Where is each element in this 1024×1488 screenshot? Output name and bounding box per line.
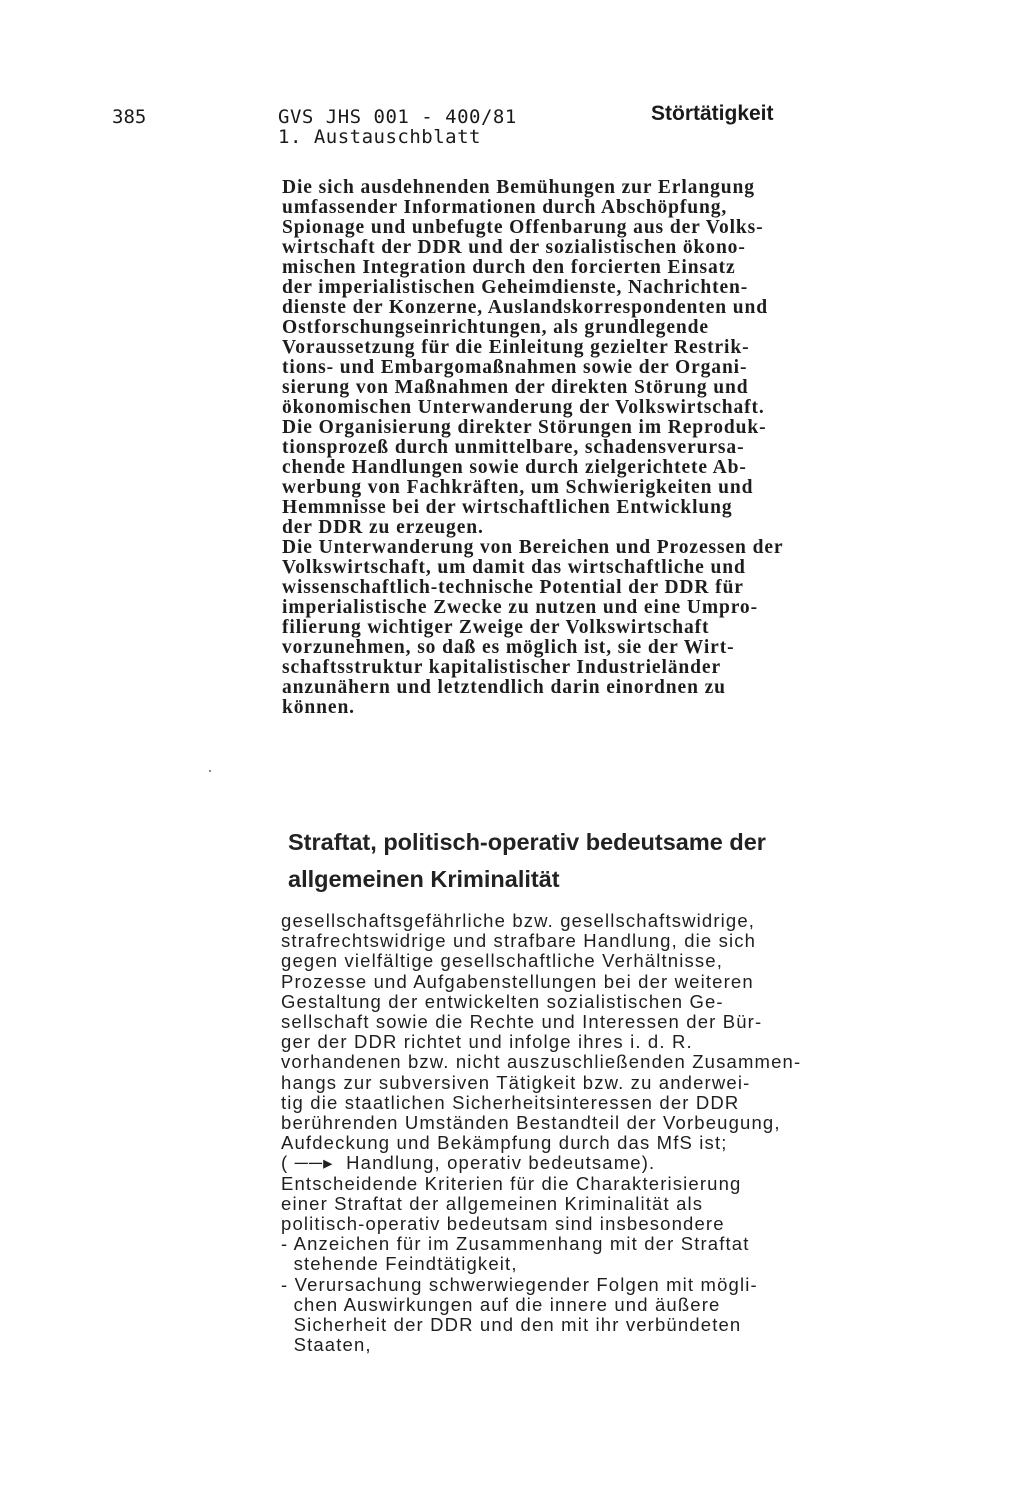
text-line: Volkswirtschaft, um damit das wirtschaftliche und [282,557,746,578]
scan-speck [209,770,211,772]
text-line: Hemmnisse bei der wirtschaftlichen Entwicklung [282,497,733,518]
text-line: Spionage und unbefugte Offenbarung aus der Volks- [282,217,764,238]
text-line: stehende Feindtätigkeit, [281,1253,518,1275]
text-line: vorzunehmen, so daß es möglich ist, sie der Wirt- [282,637,735,658]
text-line: der imperialistischen Geheimdienste, Nachrichten- [282,277,749,298]
text-line: Entscheidende Kriterien für die Charakterisierung [281,1172,742,1194]
text-line: strafrechtswidrige und strafbare Handlung, die sich [281,930,757,952]
text-line: wissenschaftlich-technische Potential der DDR für [282,577,744,598]
text-line: Voraussetzung für die Einleitung gezielter Restrik- [282,337,750,358]
text-line: werbung von Fachkräften, um Schwierigkeiten und [282,477,754,498]
text-line: schaftsstruktur kapitalistischer Industrieländer [282,657,722,678]
text-line: sierung von Maßnahmen der direkten Störung und [282,377,749,398]
text-line: gesellschaftsgefährliche bzw. gesellschaftswidrige, [281,910,756,931]
text-line: Sicherheit der DDR und den mit ihr verbündeten [281,1314,742,1336]
text-line: Ostforschungseinrichtungen, als grundlegende [282,317,709,338]
text-line: tig die staatlichen Sicherheitsinteressen der DDR [281,1091,740,1113]
text-line: ger der DDR richtet und infolge ihres i. d. R. [281,1031,693,1053]
entry-text-stoertaetigkeit [282,178,922,718]
text-line: imperialistische Zwecke zu nutzen und eine Umpro- [282,597,758,618]
text-line: dienste der Konzerne, Auslandskorrespondenten und [282,297,769,318]
text-line: ökonomischen Unterwanderung der Volkswirtschaft. [282,397,765,418]
page-number: 385 [112,106,147,128]
text-line: mischen Integration durch den forcierten Einsatz [282,257,736,278]
heading-line: allgemeinen Kriminalität [288,866,560,892]
text-line: vorhandenen bzw. nicht auszuschließenden Zusammen- [281,1051,802,1073]
text-line: Die Unterwanderung von Bereichen und Prozessen der [282,537,784,558]
text-line: Staaten, [281,1334,372,1356]
text-line: umfassender Informationen durch Abschöpfung, [282,197,728,218]
text-line: chen Auswirkungen auf die innere und äußere [281,1293,721,1315]
text-line: chende Handlungen sowie durch zielgerichtete Ab- [282,457,747,478]
text-line: - Anzeichen für im Zusammenhang mit der Straftat [281,1233,750,1255]
text-line: einer Straftat der allgemeinen Kriminalität als [281,1192,704,1214]
supplement-note: 1. Austauschblatt [278,126,481,148]
text-line: Die Organisierung direkter Störungen im Reproduk- [282,417,767,438]
text-line: gegen vielfältige gesellschaftliche Verhältnisse, [281,950,724,972]
text-line: tions- und Embargomaßnahmen sowie der Organi- [282,357,748,378]
entry-text-straftat [281,911,941,1355]
text-line: können. [282,697,355,718]
entry-keyword-heading: Störtätigkeit [651,102,774,125]
heading-line: Straftat, politisch-operativ bedeutsame der [288,829,766,855]
text-line: politisch-operativ bedeutsam sind insbesondere [281,1213,725,1235]
text-line: filierung wichtiger Zweige der Volkswirtschaft [282,617,710,638]
text-line: Die sich ausdehnenden Bemühungen zur Erlangung [282,177,755,198]
text-line: - Verursachung schwerwiegender Folgen mit mögli- [281,1273,758,1295]
text-line: Aufdeckung und Bekämpfung durch das MfS ist; [281,1132,728,1154]
document-reference: GVS JHS 001 - 400/81 [278,106,517,128]
text-line: hangs zur subversiven Tätigkeit bzw. zu anderwei- [281,1071,751,1093]
text-line: ( ──▸ Handlung, operativ bedeutsame). [281,1152,656,1174]
text-line: der DDR zu erzeugen. [282,517,484,538]
text-line: tionsprozeß durch unmittelbare, schadensverursa- [282,437,745,458]
text-line: sellschaft sowie die Rechte und Interessen der Bür- [281,1011,763,1033]
text-line: berührenden Umständen Bestandteil der Vorbeugung, [281,1112,781,1134]
entry-heading-straftat [288,824,766,898]
text-line: wirtschaft der DDR und der sozialistischen ökono- [282,237,746,258]
text-line: Gestaltung der entwickelten sozialistischen Ge- [281,990,724,1012]
text-line: Prozesse und Aufgabenstellungen bei der weiteren [281,970,754,992]
text-line: anzunähern und letztendlich darin einordnen zu [282,677,726,698]
